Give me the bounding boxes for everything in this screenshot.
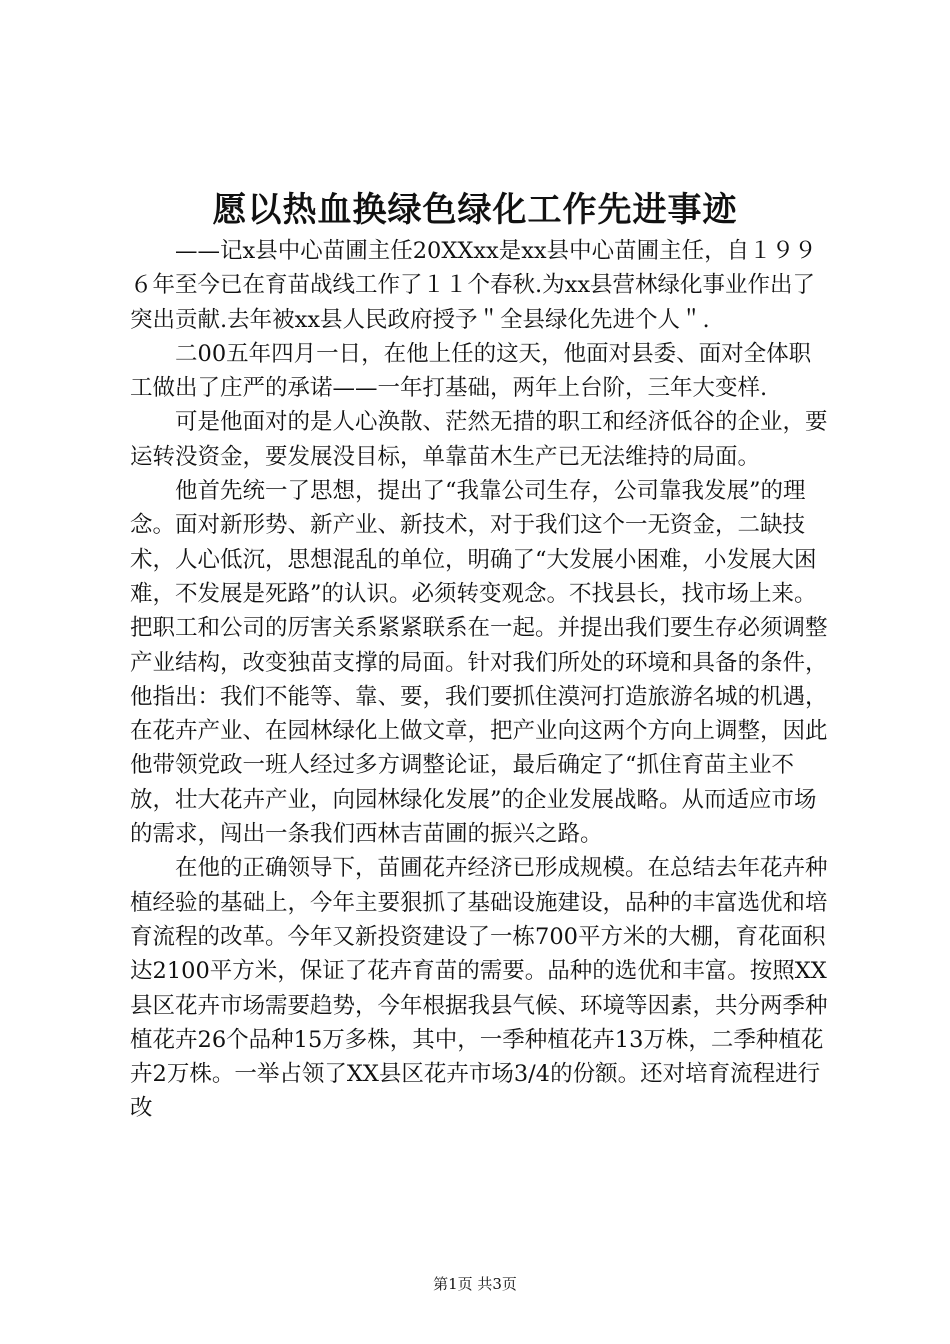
document-body bbox=[130, 234, 830, 1126]
page-footer: 第1页 共3页 bbox=[433, 1275, 517, 1293]
paragraph-5: 在他的正确领导下，苗圃花卉经济已形成规模。在总结去年花卉种植经验的基础上，今年主要狠抓了基础设施建设，品种的丰富选优和培育流程的改革。今年又新投资建设了一栋700平方米的大棚，育花面积达2100平方米，保证了花卉育苗的需要。品种的选优和丰富。按照XX县区花卉市场需要趋势，今年根据我县气候、环境等因素，共分两季种植花卉26个品种15万多株，其中，一季种植花卉13万株，二季种植花卉2万株。一举占领了XX县区花卉市场3/4的份额。还对培育流程进行改 bbox=[130, 855, 828, 1122]
paragraph-4: 他首先统一了思想，提出了“我靠公司生存，公司靠我发展”的理念。面对新形势、新产业、新技术，对于我们这个一无资金，二缺技术，人心低沉，思想混乱的单位，明确了“大发展小困难，小发展大困难，不发展是死路”的认识。必须转变观念。不找县长，找市场上来。把职工和公司的厉害关系紧紧联系在一起。并提出我们要生存必须调整产业结构，改变独苗支撑的局面。针对我们所处的环境和具备的条件，他指出：我们不能等、靠、要，我们要抓住漠河打造旅游名城的机遇，在花卉产业、在园林绿化上做文章，把产业向这两个方向上调整，因此他带领党政一班人经过多方调整论证，最后确定了“抓住育苗主业不放，壮大花卉产业，向园林绿化发展”的企业发展战略。从而适应市场的需求，闯出一条我们西林吉苗圃的振兴之路。 bbox=[130, 478, 828, 848]
paragraph-1: ——记x县中心苗圃主任20XXxx是xx县中心苗圃主任，自１９９６年至今已在育苗战线工作了１１个春秋.为xx县营林绿化事业作出了突出贡献.去年被xx县人民政府授予＂全县绿化先进个人＂. bbox=[130, 238, 817, 333]
paragraph-3: 可是他面对的是人心涣散、茫然无措的职工和经济低谷的企业，要运转没资金，要发展没目标，单靠苗木生产已无法维持的局面。 bbox=[130, 409, 828, 470]
paragraph-2: 二00五年四月一日，在他上任的这天，他面对县委、面对全体职工做出了庄严的承诺——一年打基础，两年上台阶，三年大变样. bbox=[130, 340, 812, 402]
document-title: 愿以热血换绿色绿化工作先进事迹 bbox=[212, 190, 738, 230]
